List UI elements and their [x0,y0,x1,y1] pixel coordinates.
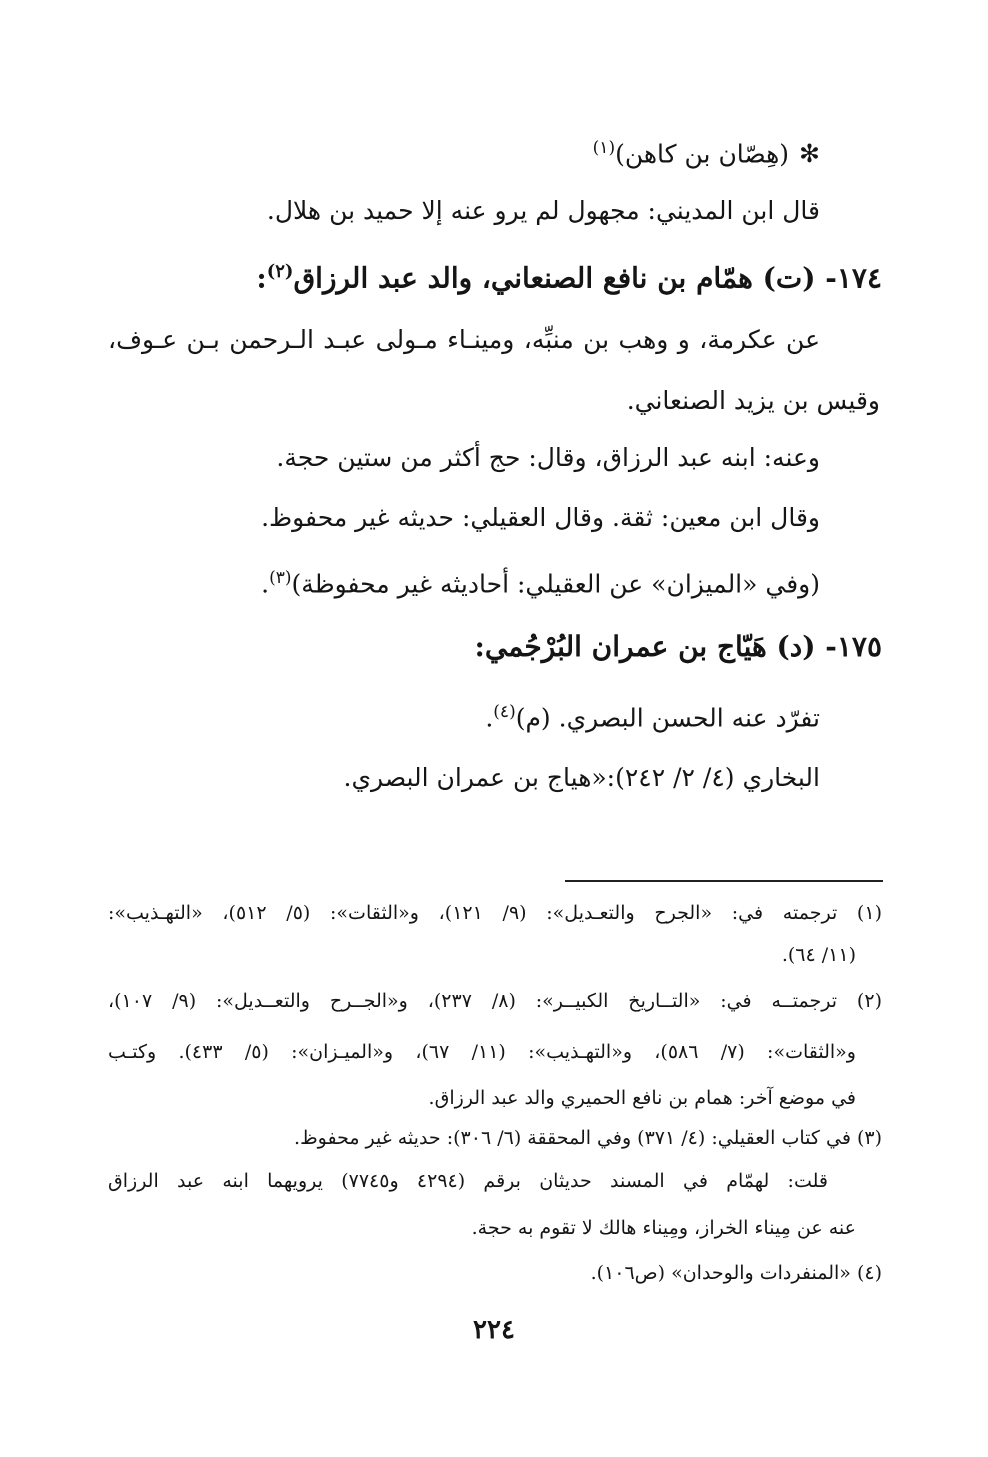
footnote-divider [565,880,883,882]
footnote-1-line-2: (١١/ ٦٤). [781,944,856,966]
entry-174-line-5-text: (وفي «الميزان» عن العقيلي: أحاديثه غير محفوظة) [291,569,820,599]
entry-174-line-3: وعنه: ابنه عبد الرزاق، وقال: حج أكثر من ستين حجة. [276,443,820,472]
footnote-3-line-3: عنه عن مِيناء الخراز، ومِيناء هالك لا تقوم به حجة. [471,1217,856,1239]
entry-175-line-1-text: تفرّد عنه الحسن البصري. (م) [515,703,820,733]
entry-175-line-1 [485,694,820,736]
footnote-ref-3: (٣) [269,568,292,588]
entry-174-line-4: وقال ابن معين: ثقة. وقال العقيلي: حديثه غير محفوظ. [261,503,820,532]
entry-174-line-2: وقيس بن يزيد الصنعاني. [626,386,880,415]
footnote-3-line-2: قلت: لهمّام في المسند حديثان برقم (٤٢٩٤ و٧٧٤٥) يرويهما ابنه عبد الرزاق [108,1170,828,1192]
star-bullet-icon: ✻ [799,139,820,169]
entry-174-heading-colon: : [256,261,267,295]
footnote-2-line-1: (٢) ترجمتــه في: «التــاريخ الكبيــر»: (٨/ ٢٣٧)، و«الجــرح والتعــديل»: (٩/ ١٠٧)، [108,990,882,1012]
footnote-3-line-1: (٣) في كتاب العقيلي: (٤/ ٣٧١) وفي المحققة (٦/ ٣٠٦): حديثه غير محفوظ. [294,1127,882,1149]
entry-174-line-5-end: . [261,569,270,599]
footnote-2-line-3: في موضع آخر: همام بن نافع الحميري والد عبد الرزاق. [428,1087,856,1109]
hissan-title-text: (هِصّان بن كاهن) [615,139,790,169]
entry-174-heading-text: ١٧٤- (ت) همّام بن نافع الصنعاني، والد عبد الرزاق [293,261,882,295]
entry-175-line-1-end: . [485,703,494,733]
footnote-ref-2: (٢) [266,261,294,282]
footnote-ref-1: (١) [592,138,616,158]
entry-175-line-2: البخاري (٤/ ٢/ ٢٤٢):«هياج بن عمران البصري. [343,763,820,792]
footnote-1-line-1: (١) ترجمته في: «الجرح والتعـديل»: (٩/ ١٢١)، و«الثقات»: (٥/ ٥١٢)، «التهـذيب»: [108,902,882,924]
footnote-4-line-1: (٤) «المنفردات والوحدان» (ص١٠٦). [590,1262,882,1284]
entry-174-heading [256,253,882,297]
footnote-2-line-2: و«الثقات»: (٧/ ٥٨٦)، و«التهـذيب»: (١١/ ٦٧)، و«الميـزان»: (٥/ ٤٣٣). وكتـب [108,1041,856,1063]
entry-175-heading: ١٧٥- (د) هَيّاج بن عمران البُرْجُمي: [474,630,882,663]
entry-174-line-5 [261,560,820,602]
entry-174-line-1: عن عكرمة، و وهب بن منبِّه، ومينـاء مـولى عبـد الـرحمن بـن عـوف، [108,325,820,354]
footnote-ref-4: (٤) [493,702,516,722]
page-number: ٢٢٤ [473,1315,515,1345]
hissan-title [593,130,820,172]
hissan-text: قال ابن المديني: مجهول لم يرو عنه إلا حميد بن هلال. [266,196,820,225]
